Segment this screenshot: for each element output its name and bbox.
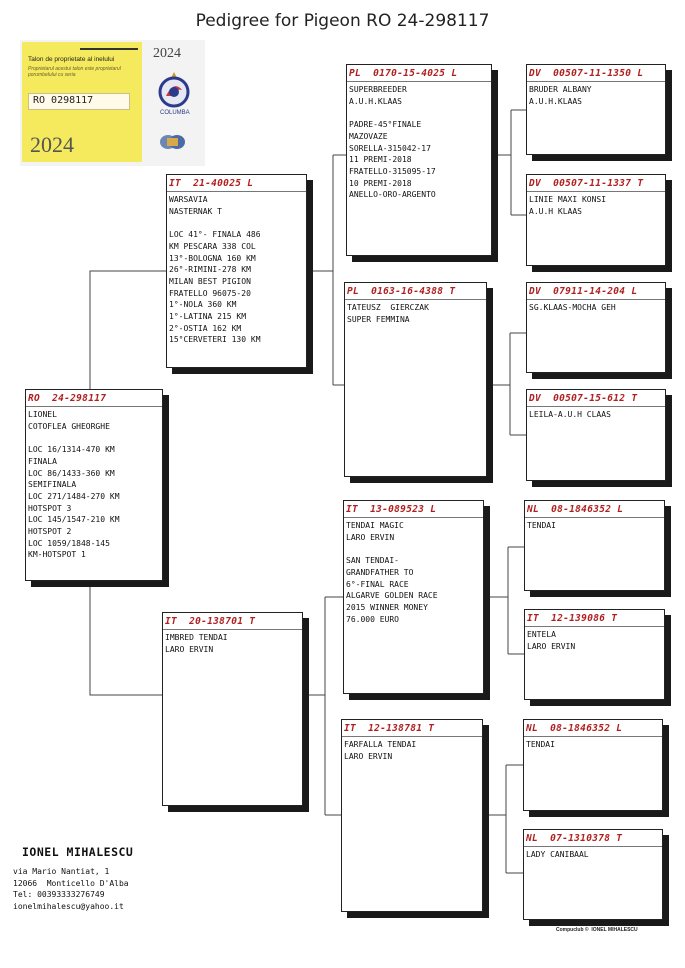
pigeon-card-gg-2: [526, 174, 666, 266]
brand-label: COLUMBA: [160, 110, 190, 116]
ring-serial: RO 0298117: [33, 95, 94, 106]
pigeon-details: TENDAI: [527, 521, 556, 530]
page-title: Pedigree for Pigeon RO 24-298117: [195, 11, 490, 31]
pigeon-card-gg-5: [524, 500, 665, 591]
pigeon-details: LINIE MAXI KONSI A.U.H KLAAS: [529, 195, 607, 216]
ring-number: IT 13-089523 L: [344, 501, 483, 518]
ring-number: RO 24-298117: [26, 390, 162, 407]
ring-card-year: 2024: [30, 132, 74, 157]
pigeon-card-sire-sire: [346, 64, 492, 256]
pigeon-card-gg-4: [526, 389, 666, 481]
pigeon-card-subject: [25, 389, 163, 581]
pigeon-details: TENDAI MAGIC LARO ERVIN SAN TENDAI- GRANDFATHER TO 6°-FINAL RACE ALGARVE GOLDEN RACE 2015 WINNER MONEY 76.000 EURO: [346, 521, 438, 624]
ring-number: IT 12-138781 T: [342, 720, 482, 737]
ring-number: NL 07-1310378 T: [524, 830, 662, 847]
ring-number: IT 20-138701 T: [163, 613, 302, 630]
owner-contact: via Mario Nantiat, 1 12066 Monticello D'Alba Tel: 00393333276749 ionelmihalescu@yahoo.it: [13, 867, 129, 911]
pigeon-details: SG.KLAAS-MOCHA GEH: [529, 303, 616, 312]
ring-number: PL 0163-16-4388 T: [345, 283, 486, 300]
pigeon-card-sire: [166, 174, 307, 368]
pigeon-details: LIONEL COTOFLEA GHEORGHE LOC 16/1314-470 KM FINALA LOC 86/1433-360 KM SEMIFINALA LOC 271/1484-270 KM HOTSPOT 3 LOC 145/1547-210 KM HOTSPOT 2 LOC 1059/1848-145 KM-HOTSPOT 1: [28, 410, 120, 560]
ring-number: DV 00507-11-1337 T: [527, 175, 665, 192]
ring-number: DV 00507-11-1350 L: [527, 65, 665, 82]
ring-number: DV 00507-15-612 T: [527, 390, 665, 407]
pigeon-card-gg-6: [524, 609, 665, 700]
pigeon-details: ENTELA LARO ERVIN: [527, 630, 576, 651]
pigeon-card-sire-dam: [344, 282, 487, 477]
footer-credit: Compuclub © IONEL MIHALESCU: [556, 927, 638, 933]
owner-name: IONEL MIHALESCU: [22, 845, 134, 859]
pigeon-details: BRUDER ALBANY A.U.H.KLAAS: [529, 85, 592, 106]
pigeon-details: WARSAVIA NASTERNAK T LOC 41°- FINALA 486 KM PESCARA 338 COL 13°-BOLOGNA 160 KM 26°-RIMINI-278 KM MILAN BEST PIGION FRATELLO 96075-20 1°-NOLA 360 KM 1°-LATINA 215 KM 2°-OSTIA 162 KM 15°CERVETERI 130 KM: [169, 195, 261, 345]
pigeon-card-dam: [162, 612, 303, 806]
pigeon-details: TENDAI: [526, 740, 555, 749]
ring-number: NL 08-1846352 L: [524, 720, 662, 737]
ring-card-title: Talon de proprietate al inelului: [28, 56, 115, 63]
pigeon-card-gg-7: [523, 719, 663, 811]
sticker-year: 2024: [153, 46, 181, 61]
ring-number: NL 08-1846352 L: [525, 501, 664, 518]
pigeon-card-gg-1: [526, 64, 666, 155]
pigeon-details: LADY CANIBAAL: [526, 850, 589, 859]
pigeon-card-dam-dam: [341, 719, 483, 912]
pigeon-details: FARFALLA TENDAI LARO ERVIN: [344, 740, 417, 761]
owner-block: [13, 845, 133, 912]
ring-number: IT 21-40025 L: [167, 175, 306, 192]
ring-number: DV 07911-14-204 L: [527, 283, 665, 300]
ring-number: PL 0170-15-4025 L: [347, 65, 491, 82]
ring-card-subtitle: Proprietarul acestui talon este proprietarul porumbelului cu seria: [28, 66, 121, 78]
pigeon-card-gg-8: [523, 829, 663, 920]
pigeon-card-dam-sire: [343, 500, 484, 694]
pigeon-card-gg-3: [526, 282, 666, 373]
pigeon-details: IMBRED TENDAI LARO ERVIN: [165, 633, 228, 654]
pigeon-details: TATEUSZ GIERCZAK SUPER FEMMINA: [347, 303, 429, 324]
pigeon-details: SUPERBREEDER A.U.H.KLAAS PADRE-45°FINALE MAZOVAZE SORELLA-315042-17 11 PREMI-2018 FRATELLO-315095-17 10 PREMI-2018 ANELLO-ORO-ARGENTO: [349, 85, 436, 200]
ring-number: IT 12-139086 T: [525, 610, 664, 627]
pigeon-details: LEILA-A.U.H CLAAS: [529, 410, 611, 419]
